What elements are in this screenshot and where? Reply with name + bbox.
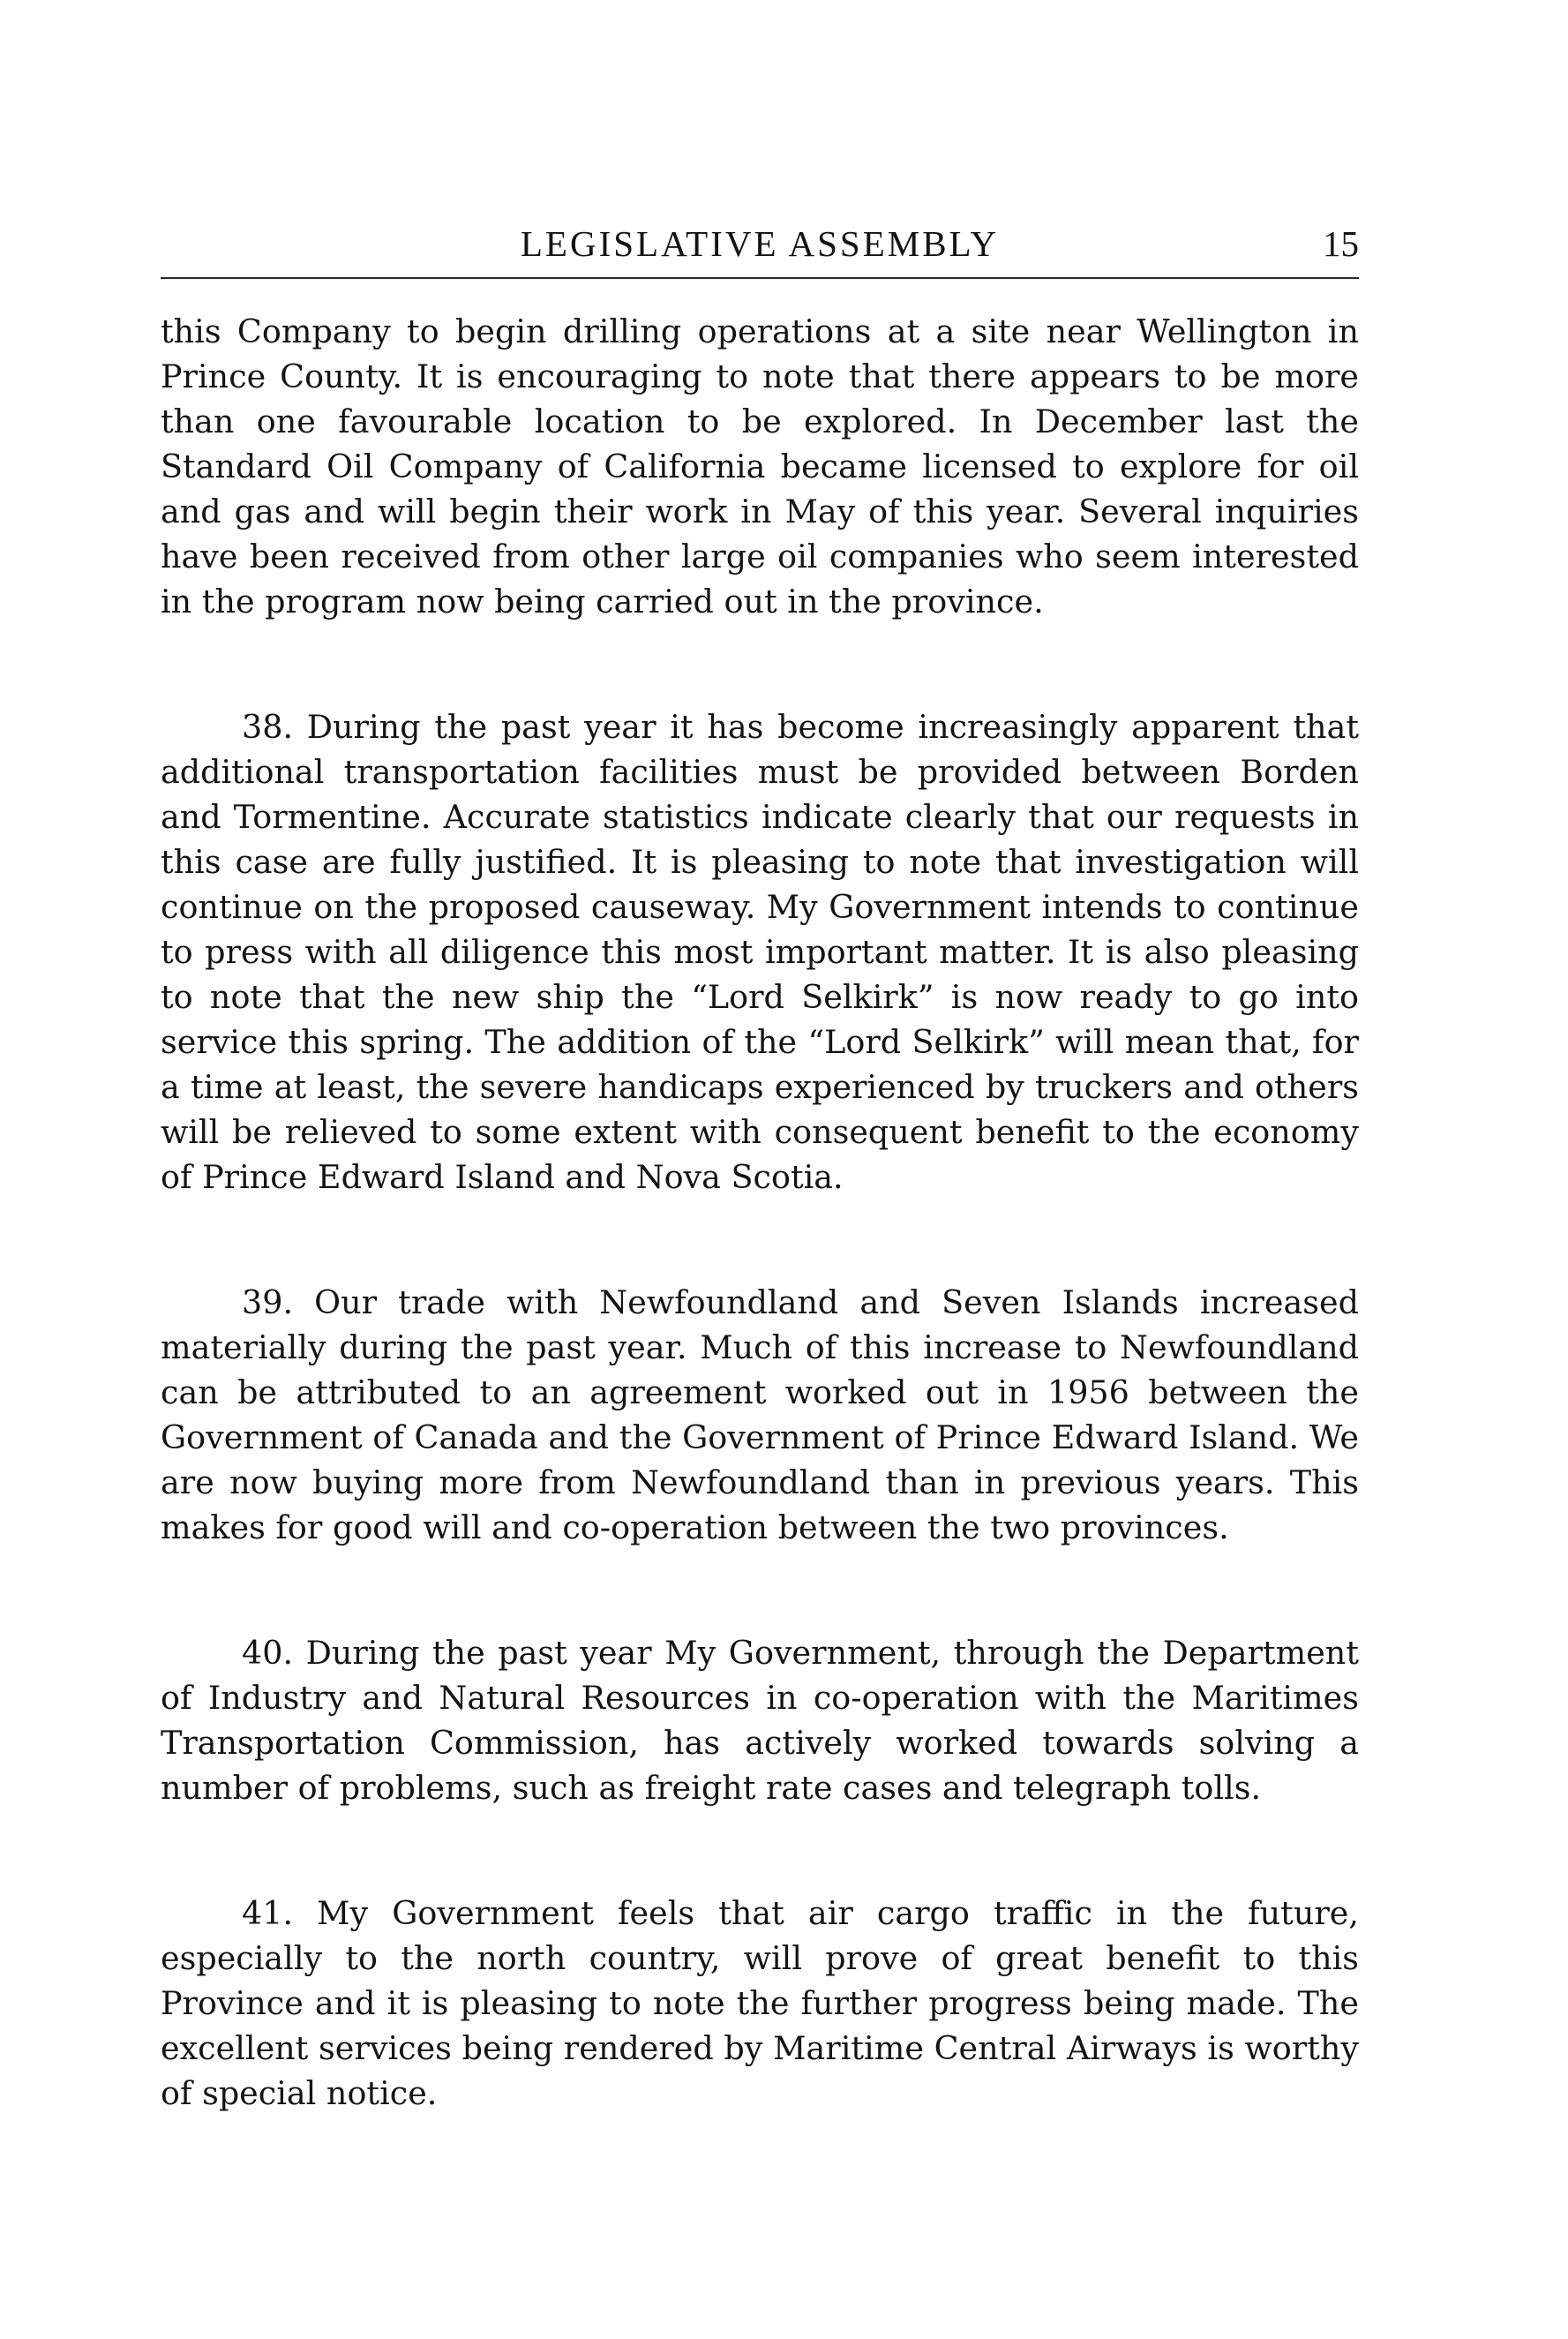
paragraph-continuation: this Company to begin drilling operations at a site near Wellington in Prince County. It is encouraging to note that there appears to be more than one favourable location to be explored. In December last the Standard Oil Company of California became licensed to explore for oil and gas and will begin their work in May of this year. Several inquiries have been received from other large oil companies who seem interested in the program now being carried out in the province. xyxy=(161,312,1359,620)
body-text xyxy=(161,309,1359,2196)
header-rule xyxy=(161,277,1359,279)
paragraph-38: 38. During the past year it has become increasingly apparent that additional transportation facilities must be provided between Borden and Tormentine. Accurate statistics indicate clearly that our requests in this case are fully justified. It is pleasing to note that investigation will continue on the proposed causeway. My Government intends to continue to press with all diligence this most important matter. It is also pleasing to note that the new ship the “Lord Selkirk” is now ready to go into service this spring. The addition of the “Lord Selkirk” will mean that, for a time at least, the severe handicaps experienced by truckers and others will be relieved to some extent with consequent benefit to the economy of Prince Edward Island and Nova Scotia. xyxy=(161,708,1359,1196)
page-header xyxy=(161,219,1359,281)
running-title: LEGISLATIVE ASSEMBLY xyxy=(520,223,1000,264)
paragraph-39: 39. Our trade with Newfoundland and Seven Islands increased materially during the past year. Much of this increase to Newfoundland can be attributed to an agreement worked out in 1956 between the Government of Canada and the Government of Prince Edward Island. We are now buying more from Newfoundland than in previous years. This makes for good will and co-operation between the two provinces. xyxy=(161,1283,1359,1546)
paragraph-40: 40. During the past year My Government, through the Department of Industry and Natural Resources in co-operation with the Maritimes Transportation Commission, has actively worked towards solving a number of problems, such as freight rate cases and telegraph tolls. xyxy=(161,1634,1359,1807)
paragraph-41: 41. My Government feels that air cargo traffic in the future, especially to the north country, will prove of great benefit to this Province and it is pleasing to note the further progress being made. The excellent services being rendered by Maritime Central Airways is worthy of special notice. xyxy=(161,1894,1359,2112)
page-number: 15 xyxy=(1323,223,1359,264)
